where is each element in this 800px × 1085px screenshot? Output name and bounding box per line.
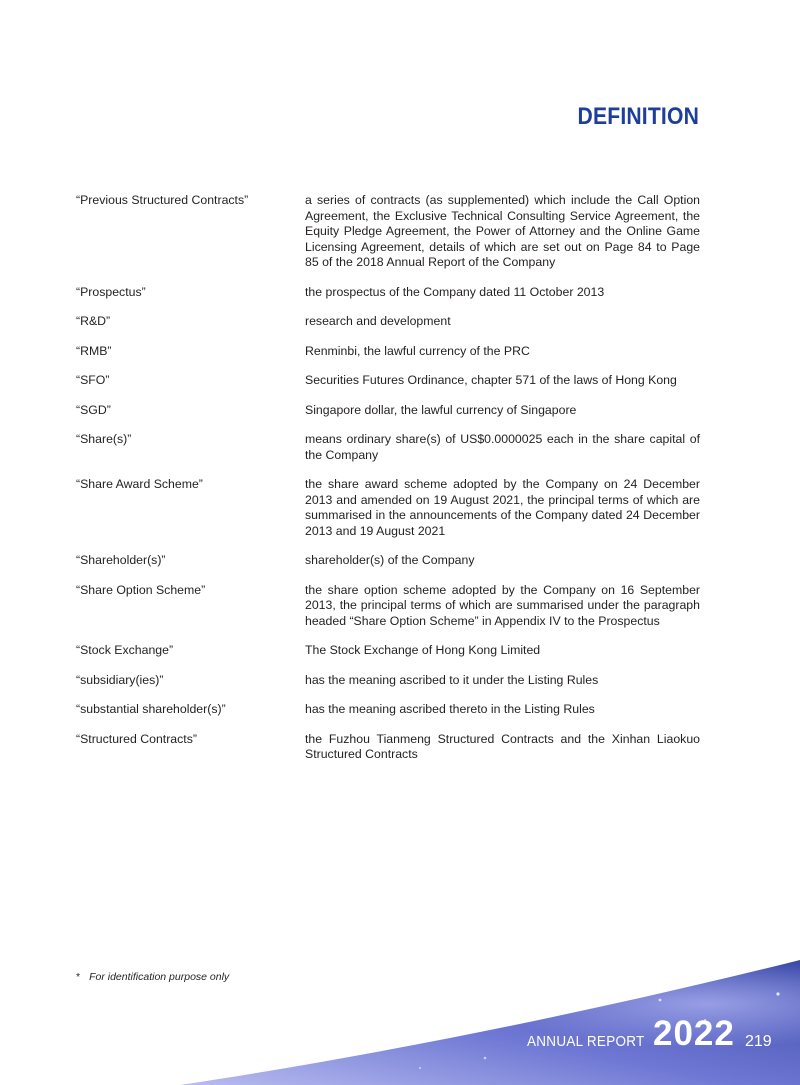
definition-row [76, 553, 700, 569]
definition-row [76, 193, 700, 271]
annual-report-label: ANNUAL REPORT [527, 1033, 645, 1050]
definition-description: means ordinary share(s) of US$0.0000025 each in the share capital of the Company [305, 432, 700, 462]
definition-row [76, 314, 700, 330]
definition-description: Renminbi, the lawful currency of the PRC [305, 343, 530, 358]
footnote-marker: * [76, 971, 81, 983]
definitions-list [76, 193, 700, 777]
definition-description: the Fuzhou Tianmeng Structured Contracts and the Xinhan Liaokuo Structured Contracts [305, 731, 700, 761]
footer-banner [0, 940, 800, 1085]
definition-term: “subsidiary(ies)” [76, 672, 164, 687]
definition-description: shareholder(s) of the Company [305, 553, 475, 567]
definition-description: the prospectus of the Company dated 11 October 2013 [305, 284, 605, 299]
definition-description: Securities Futures Ordinance, chapter 571 of the laws of Hong Kong [305, 373, 677, 387]
page-number: 219 [745, 1033, 772, 1050]
definition-row [76, 673, 700, 689]
definition-term: “Share Award Scheme” [76, 477, 203, 491]
definition-row [76, 432, 700, 463]
footnote-text: For identification purpose only [89, 971, 230, 983]
definition-row [76, 643, 700, 659]
definition-term: “RMB” [76, 343, 112, 358]
report-year: 2022 [653, 1014, 735, 1053]
definition-term: “SFO” [76, 373, 110, 387]
definition-term: “Structured Contracts” [76, 731, 197, 746]
definition-term: “Stock Exchange” [76, 643, 174, 657]
definition-row [76, 477, 700, 539]
definition-term: “R&D” [76, 314, 111, 328]
definition-term: “Prospectus” [76, 284, 146, 299]
definition-term: “Previous Structured Contracts” [76, 193, 249, 207]
definition-term: “substantial shareholder(s)” [76, 702, 226, 716]
definition-description: research and development [305, 314, 451, 328]
definition-row [76, 583, 700, 630]
definition-description: the share option scheme adopted by the Company on 16 September 2013, the principal terms of which are summarised under the paragraph headed “Share Option Scheme” in Appendix IV to the Prospectus [305, 582, 700, 628]
definition-row [76, 285, 700, 301]
definition-description: Singapore dollar, the lawful currency of Singapore [305, 402, 577, 417]
definition-description: a series of contracts (as supplemented) which include the Call Option Agreement, the Exclusive Technical Consulting Service Agreement, the Equity Pledge Agreement, the Power of Attorney and the Online Game Licensing Agreement, details of which are set out on Page 84 to Page 85 of the 2018 Annual Report of the Company [305, 193, 700, 269]
definition-description: has the meaning ascribed thereto in the Listing Rules [305, 702, 595, 716]
definition-term: “Share Option Scheme” [76, 582, 206, 597]
definition-description: The Stock Exchange of Hong Kong Limited [305, 643, 541, 657]
definition-description: has the meaning ascribed to it under the Listing Rules [305, 672, 599, 687]
definition-term: “Share(s)” [76, 432, 132, 446]
definition-row [76, 373, 700, 389]
definition-term: “SGD” [76, 402, 111, 417]
definition-term: “Shareholder(s)” [76, 553, 166, 567]
definition-description: the share award scheme adopted by the Company on 24 December 2013 and amended on 19 August 2021, the principal terms of which are summarised in the announcements of the Company dated 24 December 2013 and 19 August 2021 [305, 477, 700, 538]
definition-row [76, 732, 700, 763]
definition-row [76, 344, 700, 360]
page-title: DEFINITION [577, 103, 699, 130]
definition-row [76, 403, 700, 419]
definition-row [76, 702, 700, 718]
